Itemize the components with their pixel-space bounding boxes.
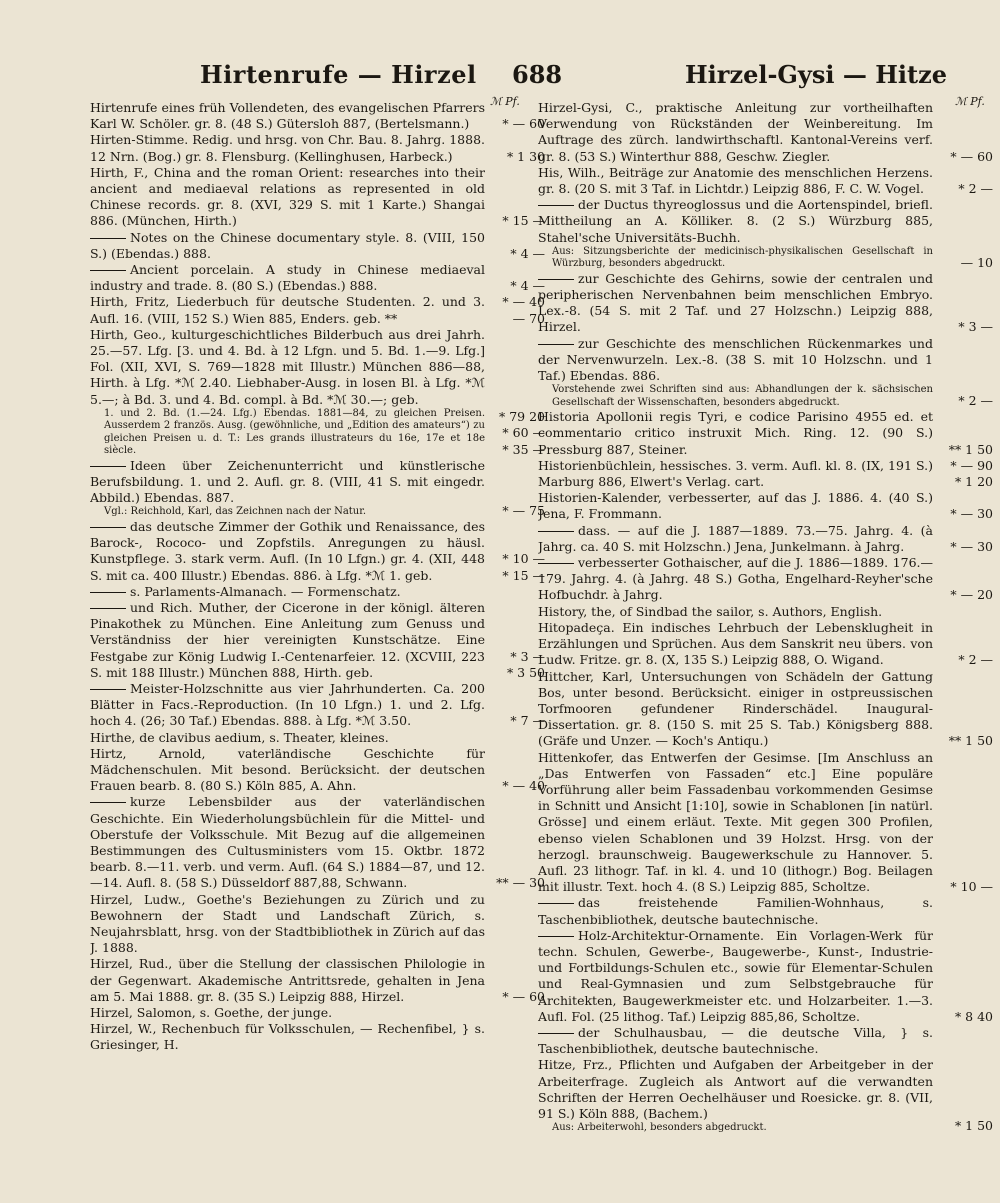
repeat-dash — [90, 238, 126, 239]
repeat-dash — [90, 270, 126, 271]
entry-body: Historia Apollonii regis Tyri, e codice Parisino 4955 ed. et commentario critico instruxit Mich. Ring. 12. (90 S.) Pressburg 887, Steiner. — [538, 409, 933, 457]
catalog-entry — [538, 604, 993, 620]
catalog-entry — [538, 165, 993, 197]
entry-text — [538, 100, 933, 165]
price-unit-right: ℳ Pf. — [955, 95, 985, 108]
entry-body: zur Geschichte des Gehirns, sowie der centralen und peripherischen Nervenbahnen beim menschlichen Embryo. Lex.-8. (54 S. mit 2 Taf. und 27 Holzschn.) Leipzig 888, Hirzel. — [538, 270, 933, 335]
entry-body: Notes on the Chinese documentary style. 8. (VIII, 150 S.) (Ebendas.) 888. — [90, 229, 485, 261]
entry-price: * 8 40 — [954, 1008, 993, 1024]
entry-body: kurze Lebensbilder aus der vaterländischen Geschichte. Ein Wiederholungsbüchlein für die Mittel- und Oberstufe der Volksschule. Mit Bezug auf die allgemeinen Bestimmungen des Cultusministers vom 15. Oktbr. 1872 bearb. 8.—11. verb. und verm. Aufl. (64 S.) 1884—87, und 12.—14. Aufl. 8. (58 S.) Düsseldorf 887,88, Schwann. — [90, 794, 485, 891]
catalog-entry — [538, 1025, 993, 1057]
entry-body: dass. — auf die J. 1887—1889. 73.—75. Jahrg. 4. (à Jahrg. ca. 40 S. mit Holzschn.) Jena, Junkelmann. à Jahrg. — [538, 522, 933, 554]
entry-text — [90, 100, 485, 132]
catalog-entry — [90, 794, 545, 891]
entry-price: * — 30 — [950, 506, 993, 522]
entry-price: * 15 — — [502, 213, 545, 229]
entry-text — [90, 262, 485, 294]
catalog-entry — [538, 928, 993, 1025]
entry-price: ** 1 50 — [948, 441, 993, 457]
entry-note: Aus: Sitzungsberichte der medicinisch-physikalischen Gesellschaft in Würzburg, besonders abgedruckt. — [552, 245, 933, 270]
catalog-entry — [538, 1057, 993, 1134]
entry-price: * — 40 — [502, 778, 545, 794]
entry-body: Hirzel, W., Rechenbuch für Volksschulen, — Rechenfibel, } s. Griesinger, H. — [90, 1021, 485, 1053]
entry-body: Meister-Holzschnitte aus vier Jahrhunderten. Ca. 200 Blätter in Facs.-Reproduction. (In 10 Lfgn.) 1. und 2. Lfg. hoch 4. (26; 30 Taf.) Ebendas. 888. à Lfg. *ℳ 3.50. — [90, 681, 485, 729]
entry-body: Holz-Architektur-Ornamente. Ein Vorlagen-Werk für techn. Schulen, Gewerbe-, Baugewerbe-, Kunst-, Industrie- und Fortbildungs-Schulen etc., sowie für Elementar-Schulen und Real-Gymnasien und zum Selbstgebrauche für Architekten, Baugewerkmeister etc. und Holzarbeiter. 1.—3. Aufl. Fol. (25 lithog. Taf.) Leipzig 885,86, Scholtze. — [538, 927, 933, 1024]
entry-text — [538, 604, 933, 620]
entry-text — [538, 336, 933, 385]
entry-body: zur Geschichte des menschlichen Rückenmarkes und der Nervenwurzeln. Lex.-8. (38 S. mit 10 Holzschn. und 1 Taf.) Ebendas. 886. — [538, 335, 933, 384]
entry-body: Hitze, Frz., Pflichten und Aufgaben der Arbeitgeber in der Arbeiterfrage. Zugleich als Antwort auf die verwandten Schriften der Herren Oechelhäuser und Roesicke. gr. 8. (VII, 91 S.) Köln 888, (Bachem.) — [538, 1057, 933, 1121]
entry-body: Hirth, F., China and the roman Orient: researches into their ancient and mediaeval relations as represented in old Chinese records. gr. 8. (XVI, 329 S. mit 1 Karte.) Shangai 886. (München, Hirth.) — [90, 164, 485, 229]
catalog-entry — [90, 294, 545, 326]
entry-text — [90, 681, 485, 730]
catalog-entry — [90, 1005, 545, 1021]
catalog-entry — [538, 895, 993, 927]
entry-text — [90, 584, 485, 600]
catalog-entry — [538, 669, 993, 750]
entry-text — [538, 271, 933, 336]
entry-price: * 4 — — [510, 245, 545, 261]
entry-body: Historienbüchlein, hessisches. 3. verm. Aufl. kl. 8. (IX, 191 S.) Marburg 886, Elwert's Verlag. cart. — [538, 457, 933, 490]
catalog-entry — [538, 523, 993, 555]
entry-note: Vorstehende zwei Schriften sind aus: Abhandlungen der k. sächsischen Gesellschaft der Wissenschaften, besonders abgedruckt. — [552, 384, 933, 408]
catalog-entry — [90, 681, 545, 730]
catalog-entry — [90, 262, 545, 294]
catalog-entry — [90, 584, 545, 600]
entry-price: * 4 — — [510, 278, 545, 294]
entry-text — [90, 956, 485, 1005]
entry-price: * — 90 * 1 20 — [950, 457, 993, 490]
catalog-entry — [90, 892, 545, 957]
entry-body: History, the, of Sindbad the sailor, s. Authors, English. — [538, 603, 883, 619]
entry-text — [538, 409, 933, 458]
entry-body: Historien-Kalender, verbesserter, auf das J. 1886. 4. (40 S.) Jena, F. Frommann. — [538, 490, 933, 522]
catalog-entry — [90, 458, 545, 519]
repeat-dash — [90, 592, 126, 593]
entry-body: His, Wilh., Beiträge zur Anatomie des menschlichen Herzens. gr. 8. (20 S. mit 3 Taf. in Lichtdr.) Leipzig 886, F. C. W. Vogel. — [538, 164, 933, 197]
entry-price: * — 30 — [950, 538, 993, 554]
entry-body: Hitopadeça. Ein indisches Lehrbuch der Lebensklugheit in Erzählungen und Sprüchen. Aus dem Sanskrit neu übers. von Ludw. Fritze. gr. 8. (X, 135 S.) Leipzig 888, O. Wigand. — [538, 619, 933, 668]
entry-body: Hirzel, Rud., über die Stellung der classischen Philologie in der Gegenwart. Akademische Antrittsrede, gehalten in Jena am 5. Mai 1888. gr. 8. (35 S.) Leipzig 888, Hirzel. — [90, 956, 485, 1004]
catalog-entry — [538, 490, 993, 522]
entry-body: Hirtz, Arnold, vaterländische Geschichte für Mädchenschulen. Mit besond. Berücksicht. der deutschen Frauen bearb. 8. (80 S.) Köln 885, A. Ahn. — [90, 745, 485, 794]
catalog-entry — [90, 100, 545, 132]
repeat-dash — [538, 279, 574, 280]
entry-price: * 2 — — [958, 652, 993, 668]
entry-body: s. Parlaments-Almanach. — Formenschatz. — [130, 583, 401, 599]
price-unit-left: ℳ Pf. — [490, 95, 520, 108]
entry-body: Hirten-Stimme. Redig. und hrsg. von Chr. Bau. 8. Jahrg. 1888. 12 Nrn. (Bog.) gr. 8. Flensburg. (Kellinghusen, Harbeck.) — [90, 132, 485, 164]
entry-note: Vgl.: Reichhold, Karl, das Zeichnen nach der Natur. — [104, 506, 367, 518]
entry-text — [538, 928, 933, 1025]
entry-price: * — 60 — [502, 988, 545, 1004]
catalog-entry — [538, 555, 993, 604]
entry-price: * 2 — — [958, 181, 993, 197]
entry-text — [90, 1005, 485, 1021]
entry-body: Hirzel-Gysi, C., praktische Anleitung zur vortheilhaften Verwendung von Rückständen der Weinbereitung. Im Auftrage des zürch. landwirthschaftl. Kantonal-Vereins verf. gr. 8. (53 S.) Winterthur 888, Geschw. Ziegler. — [538, 100, 933, 164]
entry-text — [90, 327, 485, 408]
entry-body: das freistehende Familien-Wohnhaus, s. Taschenbibliothek, deutsche bautechnische. — [538, 895, 933, 927]
entry-text — [90, 519, 485, 584]
entry-body: Ancient porcelain. A study in Chinese mediaeval industry and trade. 8. (80 S.) (Ebendas.) 888. — [90, 262, 485, 294]
entry-text — [90, 794, 485, 891]
entry-price: * — 60 — [950, 148, 993, 164]
entry-price: * 3 — * 3 50 — [506, 648, 545, 680]
entry-text — [90, 746, 485, 795]
entry-price: * — 40 — 70 — [502, 294, 545, 326]
entry-price: — 10 — [960, 254, 993, 270]
entry-price: * 10 — * 15 — — [502, 551, 545, 583]
entry-body: Hittenkofer, das Entwerfen der Gesimse. [Im Anschluss an „Das Entwerfen von Fassaden“ etc.] Eine populäre Vorführung aller beim Fassadenbau vorkommenden Gesimse in Schnitt und Ansicht [1:10], sowie in Schablonen [in natürl. Grösse] und einem erläut. Texte. Mit gegen 300 Profilen, ebenso vielen Schablonen und 39 Holzst. Hrsg. von der herzogl. braunschweig. Baugewerkschule zu Hannover. 5. Aufl. 23 lithogr. Taf. in kl. 4. und 10 (lithogr.) Bog. Beilagen mit illustr. Text. hoch 4. (8 S.) Leipzig 885, Scholtze. — [538, 749, 933, 895]
entry-price: * 2 — — [958, 393, 993, 409]
entry-body: Hirth, Geo., kulturgeschichtliches Bilderbuch aus drei Jahrh. 25.—57. Lfg. [3. und 4. Bd. à 12 Lfgn. und 5. Bd. 1.—9. Lfg.] Fol. (XII, XVI, S. 769—1828 mit Illustr.) München 886—88, Hirth. à Lfg. *ℳ 2.40. Liebhaber-Ausg. in losen Bl. à Lfg. *ℳ 5.—; à Bd. 3. und 4. Bd. compl. à Bd. *ℳ 30.—; geb. — [90, 326, 485, 407]
catalog-entry — [90, 730, 545, 746]
entry-text — [538, 895, 933, 927]
catalog-entry — [90, 230, 545, 262]
entry-text — [538, 555, 933, 604]
entry-price: * 7 — — [510, 713, 545, 729]
entry-price: * 79 20 * 60 — * 35 — — [498, 409, 545, 457]
repeat-dash — [538, 205, 574, 206]
repeat-dash — [90, 608, 126, 609]
catalog-entry — [538, 620, 993, 669]
catalog-entry — [90, 600, 545, 681]
entry-text — [538, 197, 933, 246]
catalog-entry — [538, 409, 993, 458]
entry-body: Hirtenrufe eines früh Vollendeten, des evangelischen Pfarrers Karl W. Schöler. gr. 8. (48 S.) Gütersloh 887, (Bertelsmann.) — [90, 100, 485, 132]
entry-price: * 10 — — [950, 879, 993, 895]
repeat-dash — [538, 903, 574, 904]
catalog-entry — [90, 327, 545, 458]
catalog-entry — [538, 197, 993, 271]
entry-text — [90, 165, 485, 230]
catalog-entry — [538, 271, 993, 336]
entry-text — [90, 458, 485, 507]
entry-note: 1. und 2. Bd. (1.—24. Lfg.) Ebendas. 1881—84, zu gleichen Preisen. Ausserdem 2 französ. Ausg. (gewöhnliche, und „Edition des amateurs“) zu gleichen Preisen u. d. T.: Les grands illustrateurs du 16e, 17e et 18e siècle. — [104, 407, 485, 457]
entry-price: * 1 30 — [506, 148, 545, 164]
entry-text — [90, 132, 485, 164]
entry-body: Ideen über Zeichenunterricht und künstlerische Berufsbildung. 1. und 2. Aufl. gr. 8. (VIII, 41 S. mit eingedr. Abbild.) Ebendas. 887. — [90, 457, 485, 506]
entry-text — [90, 230, 485, 262]
repeat-dash — [538, 531, 574, 532]
entry-body: das deutsche Zimmer der Gothik und Renaissance, des Barock-, Rococo- und Zopfstils. Anregungen zu häusl. Kunstpflege. 3. stark verm. Aufl. (In 10 Lfgn.) gr. 4. (XII, 448 S. mit ca. 400 Illustr.) Ebendas. 886. à Lfg. *ℳ 1. geb. — [90, 518, 485, 583]
page-number: 688 — [512, 60, 563, 89]
left-column — [90, 100, 545, 1195]
catalog-entry — [90, 165, 545, 230]
repeat-dash — [538, 563, 574, 564]
entry-price: ** — 30 — [496, 875, 545, 891]
entry-price: * 3 — — [958, 319, 993, 335]
repeat-dash — [90, 527, 126, 528]
entry-price: * — 60 — [502, 116, 545, 132]
entry-body: Hirth, Fritz, Liederbuch für deutsche Studenten. 2. und 3. Aufl. 16. (VIII, 152 S.) Wien 885, Enders. geb. ** — [90, 294, 485, 326]
entry-body: der Ductus thyreoglossus und die Aortenspindel, briefl. Mittheilung an A. Kölliker. 8. (2 S.) Würzburg 885, Stahel'sche Universitäts-Buchh. — [538, 197, 933, 245]
entry-text — [90, 294, 485, 326]
catalog-entry — [538, 458, 993, 490]
entry-body: Hirzel, Salomon, s. Goethe, der junge. — [90, 1005, 333, 1021]
entry-body: und Rich. Muther, der Cicerone in der königl. älteren Pinakothek zu München. Eine Anleitung zum Genuss und Verständniss der hier vereinigten Kunstschätze. Eine Festgabe zur König Ludwig I.-Centenarfeier. 12. (XCVIII, 223 S. mit 188 Illustr.) München 888, Hirth. geb. — [90, 599, 485, 680]
entry-body: Hirthe, de clavibus aedium, s. Theater, kleines. — [90, 729, 389, 745]
header-right: Hirzel-Gysi — Hitze — [685, 60, 947, 89]
entry-text — [90, 730, 485, 746]
entry-price: * — 75 — [502, 502, 545, 518]
entry-body: Hittcher, Karl, Untersuchungen von Schädeln der Gattung Bos, unter besond. Berücksicht. einiger in ostpreussischen Torfmooren gefundener Rinderschädel. Inaugural-Dissertation. gr. 8. (150 S. mit 25 S. Tab.) Königsberg 888. (Gräfe und Unzer. — Koch's Antiqu.) — [538, 668, 933, 749]
entry-text — [90, 892, 485, 957]
repeat-dash — [538, 936, 574, 937]
catalog-entry — [90, 519, 545, 584]
entry-price: * — 20 — [950, 587, 993, 603]
repeat-dash — [538, 1033, 574, 1034]
repeat-dash — [90, 466, 126, 467]
entry-text — [90, 600, 485, 681]
repeat-dash — [538, 344, 574, 345]
entry-text — [538, 490, 933, 522]
running-header — [0, 60, 1000, 90]
repeat-dash — [90, 689, 126, 690]
catalog-entry — [90, 1021, 545, 1053]
catalog-entry — [90, 132, 545, 164]
entry-note: Aus: Arbeiterwohl, besonders abgedruckt. — [552, 1122, 767, 1134]
entry-text — [538, 458, 933, 490]
entry-body: verbesserter Gothaischer, auf die J. 1886—1889. 176.—179. Jahrg. 4. (à Jahrg. 48 S.) Gotha, Engelhard-Reyher'sche Hofbuchdr. à Jahrg. — [538, 555, 933, 603]
catalog-entry — [90, 956, 545, 1005]
catalog-entry — [538, 100, 993, 165]
catalog-entry — [538, 336, 993, 410]
header-left: Hirtenrufe — Hirzel — [200, 60, 477, 89]
entry-text — [538, 1057, 933, 1122]
entry-text — [538, 1025, 933, 1057]
entry-price: ** 1 50 — [948, 733, 993, 749]
repeat-dash — [90, 802, 126, 803]
right-column — [538, 100, 993, 1195]
entry-text — [538, 165, 933, 197]
entry-text — [538, 523, 933, 555]
catalog-entry — [90, 746, 545, 795]
entry-text — [538, 669, 933, 750]
entry-text — [538, 620, 933, 669]
entry-body: Hirzel, Ludw., Goethe's Beziehungen zu Zürich und zu Bewohnern der Stadt und Landschaft Zürich, s. Neujahrsblatt, hrsg. von der Stadtbibliothek in Zürich auf das J. 1888. — [90, 891, 485, 956]
entry-text — [90, 1021, 485, 1053]
entry-text — [538, 750, 933, 896]
entry-price: * 1 50 — [954, 1118, 993, 1134]
catalog-entry — [538, 750, 993, 896]
entry-body: der Schulhausbau, — die deutsche Villa, } s. Taschenbibliothek, deutsche bautechnische. — [538, 1024, 933, 1057]
